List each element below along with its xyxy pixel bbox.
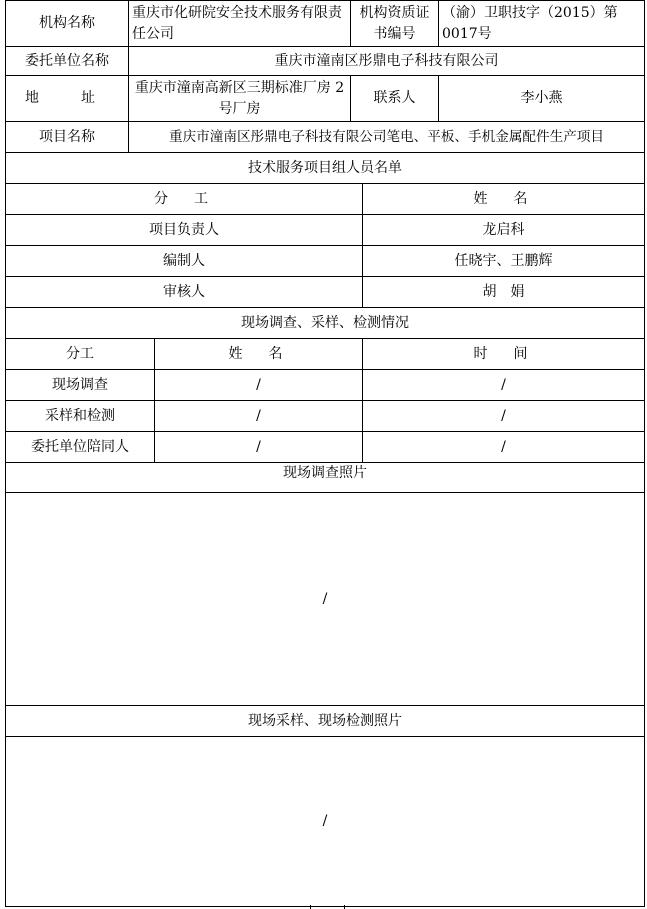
address-value: 重庆市潼南高新区三期标准厂房 2 号厂房 xyxy=(129,76,351,122)
project-value: 重庆市潼南区彤鼎电子科技有限公司笔电、平板、手机金属配件生产项目 xyxy=(129,122,645,153)
client-label: 委托单位名称 xyxy=(6,47,129,76)
client-value: 重庆市潼南区彤鼎电子科技有限公司 xyxy=(129,47,645,76)
survey-title: 现场调查、采样、检测情况 xyxy=(6,308,645,339)
team-name: 任晓宇、王鹏辉 xyxy=(363,246,645,277)
team-title: 技术服务项目组人员名单 xyxy=(6,153,645,184)
survey-name: / xyxy=(155,370,363,401)
survey-header-row xyxy=(6,339,645,370)
project-row xyxy=(6,122,645,153)
address-label: 地 址 xyxy=(6,76,129,122)
team-row xyxy=(6,246,645,277)
cert-label: 机构资质证书编号 xyxy=(351,1,439,47)
next-page-table-edge xyxy=(310,905,345,909)
team-row xyxy=(6,215,645,246)
org-row xyxy=(6,1,645,47)
survey-name: / xyxy=(155,401,363,432)
client-row xyxy=(6,47,645,76)
survey-name: / xyxy=(155,432,363,463)
survey-row xyxy=(6,401,645,432)
survey-row xyxy=(6,432,645,463)
team-role: 审核人 xyxy=(6,277,363,308)
survey-row xyxy=(6,370,645,401)
team-name: 龙启科 xyxy=(363,215,645,246)
org-name-label: 机构名称 xyxy=(6,1,129,47)
survey-col-time: 时 间 xyxy=(363,339,645,370)
survey-col-role: 分工 xyxy=(6,339,155,370)
photos2-title: 现场采样、现场检测照片 xyxy=(6,706,645,737)
address-row xyxy=(6,76,645,122)
record-form xyxy=(5,0,644,907)
contact-label: 联系人 xyxy=(351,76,439,122)
team-col-role: 分 工 xyxy=(6,184,363,215)
cert-value: （渝）卫职技字（2015）第0017号 xyxy=(439,1,645,47)
project-label: 项目名称 xyxy=(6,122,129,153)
team-title-row xyxy=(6,153,645,184)
photos1-title: 现场调查照片 xyxy=(6,463,645,493)
survey-time: / xyxy=(363,432,645,463)
survey-title-row xyxy=(6,308,645,339)
team-role: 编制人 xyxy=(6,246,363,277)
survey-col-name: 姓 名 xyxy=(155,339,363,370)
photos1-title-row xyxy=(6,463,645,493)
team-row xyxy=(6,277,645,308)
org-name-value: 重庆市化研院安全技术服务有限责任公司 xyxy=(129,1,351,47)
survey-time: / xyxy=(363,401,645,432)
survey-role: 现场调查 xyxy=(6,370,155,401)
service-record-table xyxy=(5,0,645,907)
team-role: 项目负责人 xyxy=(6,215,363,246)
photos2-row xyxy=(6,737,645,907)
photos1-row xyxy=(6,493,645,706)
contact-value: 李小燕 xyxy=(439,76,645,122)
survey-role: 采样和检测 xyxy=(6,401,155,432)
team-header-row xyxy=(6,184,645,215)
photos2-area: / xyxy=(6,737,645,907)
team-col-name: 姓 名 xyxy=(363,184,645,215)
survey-role: 委托单位陪同人 xyxy=(6,432,155,463)
photos2-title-row xyxy=(6,706,645,737)
survey-time: / xyxy=(363,370,645,401)
photos1-area: / xyxy=(6,493,645,706)
team-name: 胡 娟 xyxy=(363,277,645,308)
